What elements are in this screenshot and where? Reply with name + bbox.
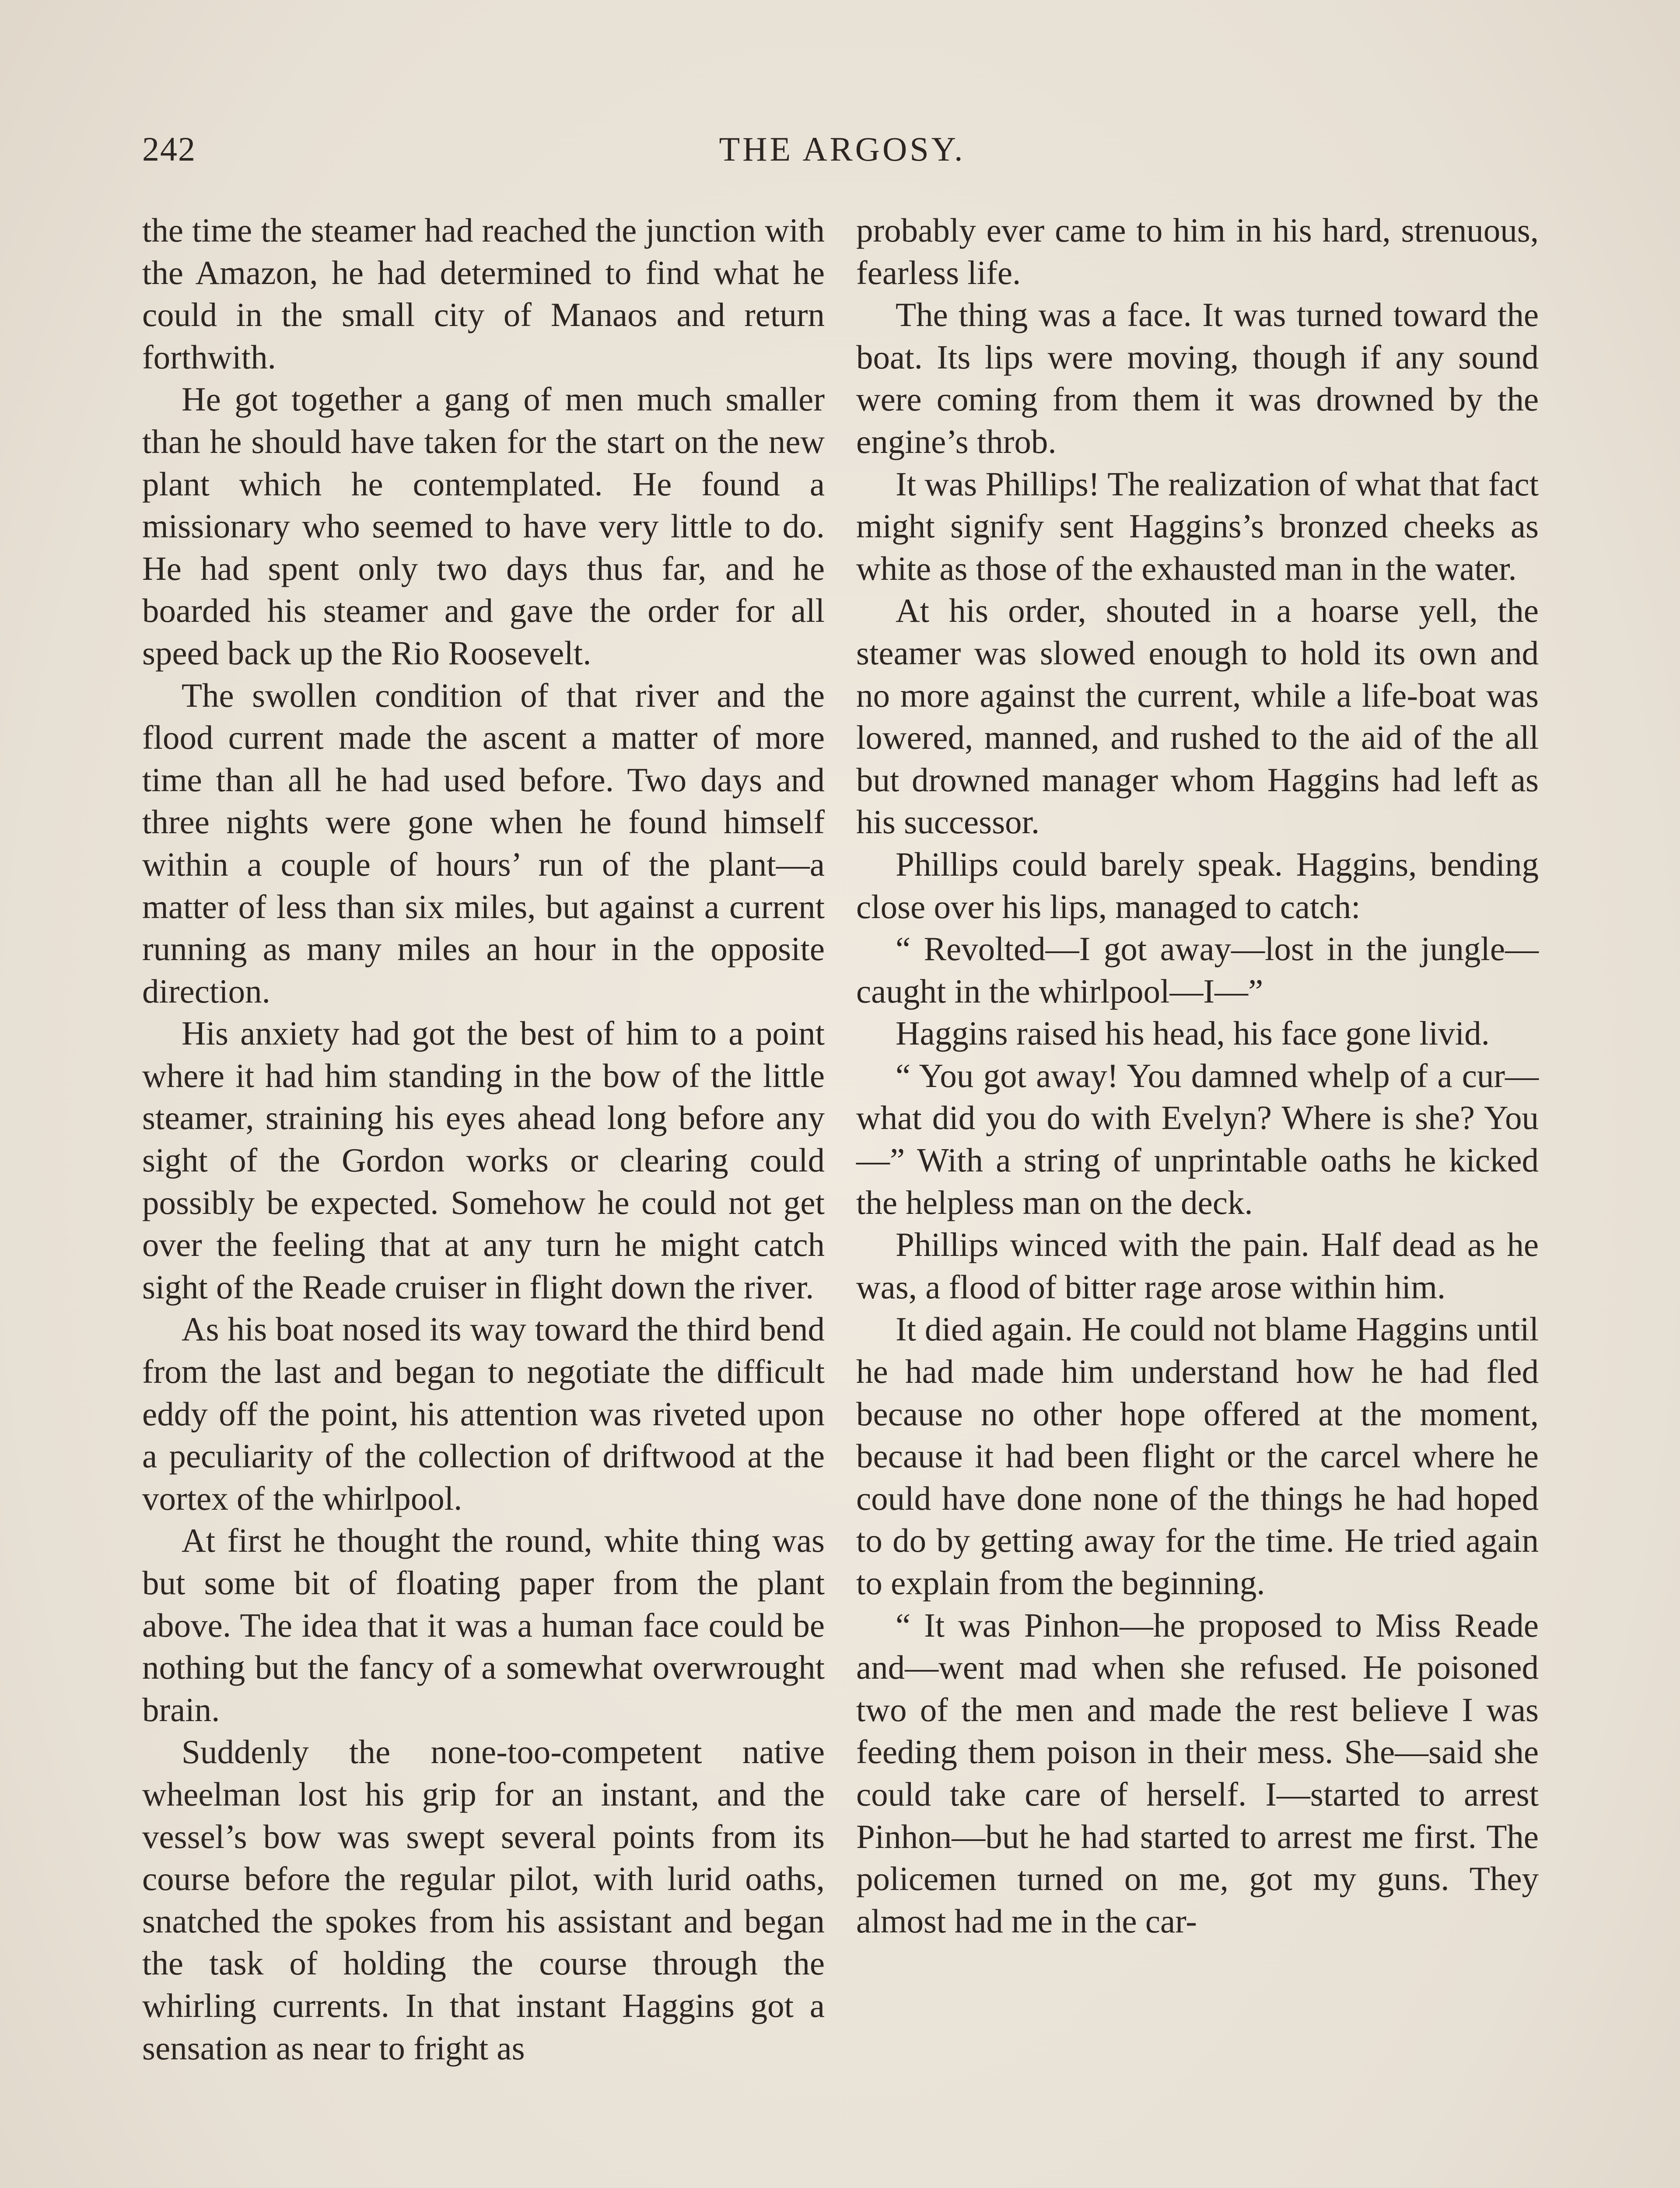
paragraph: “ You got away! You damned whelp of a cur—what did you do with Evelyn? Where is she? You—” With a string of unprintable oaths he kicked the helpless man on the deck.: [856, 1056, 1539, 1221]
page-number: 242: [142, 130, 196, 168]
paragraph: As his boat nosed its way toward the third bend from the last and began to negotiate the difficult eddy off the point, his attention was riveted upon a peculiarity of the collection of driftwood at the vortex of the whirlpool.: [142, 1310, 825, 1517]
paragraph: The thing was a face. It was turned toward the boat. Its lips were moving, though if any sound were coming from them it was drowned by the engine’s throb.: [856, 296, 1539, 460]
paragraph: Phillips could barely speak. Haggins, bending close over his lips, managed to catch:: [856, 845, 1539, 926]
right-column: [856, 209, 1539, 1942]
running-title: THE ARGOSY.: [719, 130, 966, 168]
paragraph: He got together a gang of men much smaller than he should have taken for the start on the new plant which he contemplated. He found a missionary who seemed to have very little to do. He had spent only two days thus far, and he boarded his steamer and gave the order for all speed back up the Rio Roosevelt.: [142, 380, 825, 672]
page-header: [142, 130, 1542, 182]
left-column: [142, 209, 825, 2069]
paragraph: It was Phillips! The realization of what that fact might signify sent Haggins’s bronzed cheeks as white as those of the exhausted man in the water.: [856, 465, 1539, 587]
paragraph: The swollen condition of that river and the flood current made the ascent a matter of more time than all he had used before. Two days and three nights were gone when he found himself within a couple of hours’ run of the plant—a matter of less than six miles, but against a current running as many miles an hour in the opposite direction.: [142, 676, 825, 1010]
paragraph: Haggins raised his head, his face gone livid.: [896, 1014, 1490, 1052]
paragraph: “ Revolted—I got away—lost in the jungle—caught in the whirlpool—I—”: [856, 930, 1539, 1010]
paragraph: probably ever came to him in his hard, strenuous, fearless life.: [856, 211, 1539, 291]
paragraph: At his order, shouted in a hoarse yell, the steamer was slowed enough to hold its own and no more against the current, while a life-boat was lowered, manned, and rushed to the aid of the all but drowned manager whom Haggins had left as his successor.: [856, 592, 1539, 841]
paragraph: “ It was Pinhon—he proposed to Miss Reade and—went mad when she refused. He poisoned two of the men and made the rest believe I was feeding them poison in their mess. She—said she could take care of herself. I—started to arrest Pinhon—but he had started to arrest me first. The policemen turned on me, got my guns. They almost had me in the car-: [856, 1606, 1539, 1940]
paragraph: It died again. He could not blame Haggins until he had made him understand how he had fled because no other hope offered at the moment, because it had been flight or the carcel where he could have done none of the things he had hoped to do by getting away for the time. He tried again to explain from the beginning.: [856, 1310, 1539, 1602]
paragraph: the time the steamer had reached the junction with the Amazon, he had determined to find what he could in the small city of Manaos and return forthwith.: [142, 211, 825, 376]
paragraph: Phillips winced with the pain. Half dead as he was, a flood of bitter rage arose within him.: [856, 1226, 1539, 1306]
paragraph: His anxiety had got the best of him to a point where it had him standing in the bow of the little steamer, straining his eyes ahead long before any sight of the Gordon works or clearing could possibly be expected. Somehow he could not get over the feeling that at any turn he might catch sight of the Reade cruiser in flight down the river.: [142, 1014, 825, 1306]
paragraph: At first he thought the round, white thing was but some bit of floating paper from the plant above. The idea that it was a human face could be nothing but the fancy of a somewhat overwrought brain.: [142, 1522, 825, 1729]
paragraph: Suddenly the none-too-competent native wheelman lost his grip for an instant, and the vessel’s bow was swept several points from its course before the regular pilot, with lurid oaths, snatched the spokes from his assistant and began the task of holding the course through the whirling currents. In that instant Haggins got a sensation as near to fright as: [142, 1733, 825, 2067]
